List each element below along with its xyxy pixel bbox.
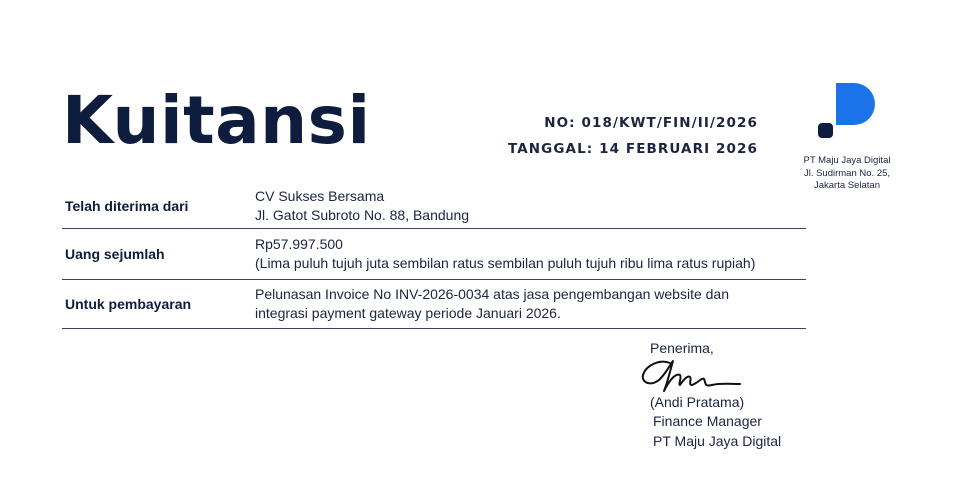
row-label-received-from: Telah diterima dari (65, 197, 189, 214)
amount-in-words: (Lima puluh tujuh juta sembilan ratus sembilan puluh tujuh ribu lima ratus rupiah) (255, 255, 756, 271)
receipt-details-table (62, 183, 806, 329)
table-row (62, 183, 806, 229)
row-value-received-from (255, 187, 469, 225)
amount-number: Rp57.997.500 (255, 236, 343, 252)
payment-description-line2: integrasi payment gateway periode Januari 2026. (255, 305, 561, 321)
document-title: Kuitansi (62, 82, 371, 159)
payer-address: Jl. Gatot Subroto No. 88, Bandung (255, 206, 470, 223)
receipt-number: NO: 018/KWT/FIN/II/2026 (544, 115, 758, 131)
signer-company: PT Maju Jaya Digital (653, 433, 782, 449)
company-name: PT Maju Jaya Digital (803, 155, 891, 166)
payment-description-line1: Pelunasan Invoice No INV-2026-0034 atas jasa pengembangan website dan (255, 286, 729, 302)
receipt-date: TANGGAL: 14 FEBRUARI 2026 (507, 141, 758, 157)
signer-name: (Andi Pratama) (650, 394, 745, 410)
handwritten-signature-icon (640, 355, 744, 395)
row-label-amount: Uang sejumlah (65, 246, 165, 262)
signature-greeting: Penerima, (650, 340, 714, 356)
row-value-payment-for (255, 285, 729, 323)
company-address-line1: Jl. Sudirman No. 25, (803, 167, 891, 179)
table-row (62, 229, 806, 280)
row-value-amount (255, 235, 755, 273)
row-label-payment-for: Untuk pembayaran (65, 296, 192, 312)
p-letter-logo-icon (817, 81, 879, 139)
table-row (62, 280, 806, 329)
signer-position: Finance Manager (653, 413, 762, 429)
company-info (790, 155, 904, 193)
payer-name: CV Sukses Bersama (255, 187, 385, 204)
company-address-line2: Jakarta Selatan (813, 180, 880, 191)
